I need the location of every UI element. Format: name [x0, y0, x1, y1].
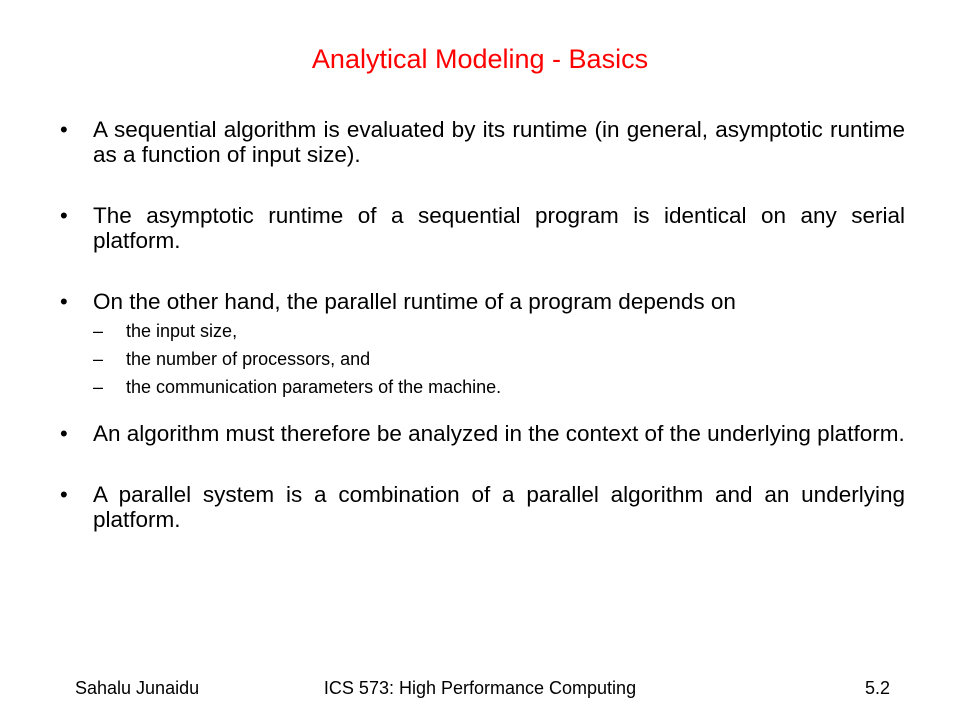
bullet-icon: •	[60, 421, 68, 446]
sub-bullet-text: the number of processors, and	[126, 349, 371, 369]
dash-icon: –	[93, 377, 104, 397]
sub-bullet-text: the communication parameters of the machine.	[126, 377, 502, 397]
bullet-text: The asymptotic runtime of a sequential program is identical on any serial platform.	[93, 203, 905, 253]
bullet-text: A parallel system is a combination of a parallel algorithm and an underlying platform.	[93, 482, 905, 532]
bullet-icon: •	[60, 289, 68, 314]
bullet-text: An algorithm must therefore be analyzed in the context of the underlying platform.	[93, 421, 905, 446]
sub-bullet-text: the input size,	[126, 321, 238, 341]
sub-bullet-item	[93, 349, 905, 369]
bullet-item	[60, 421, 905, 446]
bullet-icon: •	[60, 203, 68, 228]
sub-bullet-item	[93, 321, 905, 341]
sub-bullet-list	[93, 321, 905, 397]
bullet-text: A sequential algorithm is evaluated by its runtime (in general, asymptotic runtime as a function of input size).	[93, 117, 905, 167]
bullet-list	[60, 117, 905, 568]
footer-page-number: 5.2	[864, 678, 890, 698]
footer-course: ICS 573: High Performance Computing	[323, 678, 637, 698]
bullet-item	[60, 203, 905, 253]
bullet-icon: •	[60, 482, 68, 507]
slide-title: Analytical Modeling - Basics	[311, 44, 649, 74]
bullet-item	[60, 482, 905, 532]
dash-icon: –	[93, 321, 104, 341]
footer-author: Sahalu Junaidu	[75, 678, 200, 698]
bullet-text: On the other hand, the parallel runtime of a program depends on	[93, 289, 736, 314]
bullet-icon: •	[60, 117, 68, 142]
bullet-item	[60, 117, 905, 167]
sub-bullet-item	[93, 377, 905, 397]
dash-icon: –	[93, 349, 104, 369]
bullet-item	[60, 289, 905, 397]
